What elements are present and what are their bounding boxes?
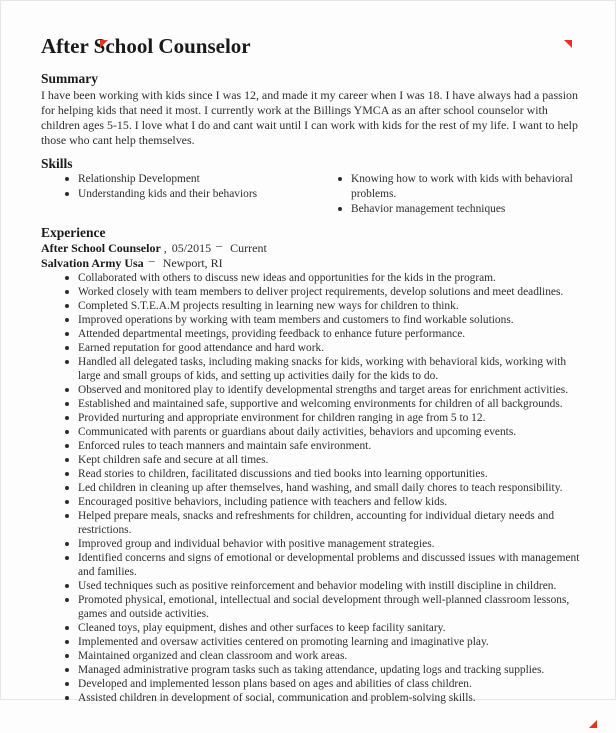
experience-heading: Experience: [41, 225, 106, 240]
red-corner-marker-top-right: [564, 40, 572, 48]
skill-text: Understanding kids and their behaviors: [78, 188, 258, 200]
bullet-icon: [65, 346, 69, 350]
experience-bullet-text: Cleaned toys, play equipment, dishes and other surfaces to keep facility sanitary.: [78, 622, 446, 634]
skills-columns: [41, 172, 585, 217]
bullet-icon: [65, 626, 69, 630]
experience-bullet-text: Completed S.T.E.A.M projects resulting in learning new ways for children to think.: [78, 300, 459, 312]
experience-bullet: [41, 313, 585, 327]
bullet-icon: [65, 192, 69, 196]
skill-item: [41, 172, 314, 187]
experience-bullet-text: Helped prepare meals, snacks and refreshments for children, accounting for individual dietary needs and restrictions.: [78, 510, 555, 536]
bullet-icon: [65, 318, 69, 322]
employer-name: Salvation Army Usa: [41, 256, 144, 270]
experience-bullet-text: Kept children safe and secure at all times.: [78, 454, 269, 466]
experience-bullet-text: Maintained organized and clean classroom and work areas.: [78, 650, 348, 662]
summary-heading: Summary: [41, 71, 98, 86]
bullet-icon: [65, 430, 69, 434]
experience-bullet: [41, 537, 585, 551]
bullet-icon: [65, 598, 69, 602]
experience-bullet: [41, 677, 585, 691]
job-title-line: [41, 238, 585, 256]
experience-bullet: [41, 383, 585, 397]
experience-bullet-text: Communicated with parents or guardians about daily activities, behaviors and upcoming events.: [78, 426, 517, 438]
experience-bullet-text: Improved operations by working with team members and customers to find workable solutions.: [78, 314, 514, 326]
bullet-icon: [65, 514, 69, 518]
bullet-icon: [65, 416, 69, 420]
experience-bullet: [41, 509, 585, 537]
experience-bullet-text: Collaborated with others to discuss new ideas and opportunities for the kids in the program.: [78, 272, 496, 284]
experience-bullet: [41, 691, 585, 705]
skills-heading: Skills: [41, 156, 73, 171]
bullet-icon: [65, 500, 69, 504]
experience-bullet: [41, 355, 585, 383]
employer-line: [41, 253, 585, 271]
bullet-icon: [65, 668, 69, 672]
experience-bullet-text: Identified concerns and signs of emotional or developmental problems and discussed issues with management and families.: [78, 552, 580, 578]
bullet-icon: [65, 304, 69, 308]
experience-bullet-text: Earned reputation for good attendance and hard work.: [78, 342, 325, 354]
skill-text: Knowing how to work with kids with behavioral problems.: [351, 173, 573, 200]
experience-bullet: [41, 579, 585, 593]
resume-page: [1, 35, 615, 733]
bullet-icon: [65, 276, 69, 280]
job-title: After School Counselor: [41, 241, 161, 255]
skill-text: Relationship Development: [78, 173, 200, 185]
job-start-date: 05/2015: [171, 241, 212, 255]
experience-bullet-text: Used techniques such as positive reinforcement and behavior modeling with instill discipline in children.: [78, 580, 557, 592]
experience-bullet-text: Established and maintained safe, supportive and welcoming environments for children of all backgrounds.: [78, 398, 563, 410]
experience-bullet-text: Assisted children in development of social, communication and problem-solving skills.: [78, 692, 476, 704]
experience-bullet-text: Worked closely with team members to deliver project requirements, develop solutions and meet deadlines.: [78, 286, 564, 298]
bullet-icon: [338, 177, 342, 181]
bullet-icon: [65, 290, 69, 294]
experience-bullet: [41, 551, 585, 579]
bullet-icon: [65, 682, 69, 686]
experience-bullet: [41, 327, 585, 341]
experience-bullet: [41, 621, 585, 635]
experience-bullet: [41, 593, 585, 621]
experience-bullet: [41, 397, 585, 411]
bullet-icon: [65, 556, 69, 560]
bullet-icon: [65, 654, 69, 658]
experience-bullet-text: Implemented and oversaw activities centered on promoting learning and imaginative play.: [78, 636, 489, 648]
red-corner-marker-bottom-right: [589, 720, 597, 728]
bullet-icon: [65, 458, 69, 462]
experience-bullet-text: Encouraged positive behaviors, including patience with teachers and fellow kids.: [78, 496, 448, 508]
experience-bullet-text: Developed and implemented lesson plans based on ages and abilities of class children.: [78, 678, 472, 690]
job-location: Newport, RI: [162, 256, 223, 270]
bullet-icon: [65, 472, 69, 476]
experience-bullet-text: Managed administrative program tasks such as taking attendance, updating logs and tracking supplies.: [78, 664, 545, 676]
experience-bullet-text: Read stories to children, facilitated discussions and tied books into learning opportunities.: [78, 468, 488, 480]
skill-text: Behavior management techniques: [351, 203, 506, 215]
bullet-icon: [65, 444, 69, 448]
experience-bullet: [41, 411, 585, 425]
bullet-icon: [65, 696, 69, 700]
bullet-icon: [65, 177, 69, 181]
experience-bullet-text: Attended departmental meetings, providing feedback to enhance future performance.: [78, 328, 466, 340]
experience-bullet-text: Handled all delegated tasks, including making snacks for kids, working with behavioral kids, working with large and small groups of kids, and setting up activities daily for the kids to do.: [78, 356, 567, 382]
experience-bullet: [41, 299, 585, 313]
employer-location-dash: –: [148, 253, 155, 267]
bullet-icon: [65, 402, 69, 406]
experience-bullet: [41, 649, 585, 663]
bullet-icon: [65, 486, 69, 490]
bullet-icon: [65, 332, 69, 336]
experience-bullet-text: Provided nurturing and appropriate environment for children ranging in age from 5 to 12.: [78, 412, 486, 424]
bullet-icon: [65, 360, 69, 364]
skill-item: [314, 202, 585, 217]
bullet-icon: [338, 207, 342, 211]
experience-bullet: [41, 481, 585, 495]
bullet-icon: [65, 584, 69, 588]
experience-bullet-text: Observed and monitored play to identify developmental strengths and target areas for enrichment activities.: [78, 384, 569, 396]
job-title-separator: ,: [163, 241, 167, 255]
experience-bullet-text: Promoted physical, emotional, intellectual and social development through well-planned classroom lessons, games and outside activities.: [78, 594, 570, 620]
bullet-icon: [65, 388, 69, 392]
experience-bullet: [41, 495, 585, 509]
job-end-date: Current: [230, 241, 267, 255]
experience-bullet-text: Enforced rules to teach manners and maintain safe environment.: [78, 440, 372, 452]
experience-bullet: [41, 271, 585, 285]
experience-bullet: [41, 663, 585, 677]
experience-bullet: [41, 453, 585, 467]
skill-item: [314, 172, 585, 202]
summary-text: I have been working with kids since I was 12, and made it my career when I was 18. I have always had a passion for helping kids that need it most. I currently work at the Billings YMCA as an after school counselor with children ages 5-15. I love what I do and cant wait until I can work with kids for the rest of my life. I want to help those who cant help themselves.: [41, 88, 578, 147]
page-title: After School Counselor: [41, 34, 251, 58]
skills-list-left: [41, 172, 314, 217]
experience-bullet-text: Led children in cleaning up after themselves, hand washing, and small daily chores to teach responsibility.: [78, 482, 563, 494]
skill-item: [41, 187, 314, 202]
bullet-icon: [65, 640, 69, 644]
experience-bullet: [41, 425, 585, 439]
date-range-dash: –: [216, 238, 223, 252]
experience-bullet: [41, 285, 585, 299]
experience-bullet-text: Improved group and individual behavior with positive management strategies.: [78, 538, 435, 550]
bullet-icon: [65, 542, 69, 546]
experience-bullet: [41, 635, 585, 649]
experience-bullet: [41, 341, 585, 355]
experience-bullet: [41, 439, 585, 453]
red-corner-marker-top-left: [100, 40, 108, 48]
skills-list-right: [314, 172, 585, 217]
experience-bullet: [41, 467, 585, 481]
experience-bullet-list: [41, 271, 585, 705]
